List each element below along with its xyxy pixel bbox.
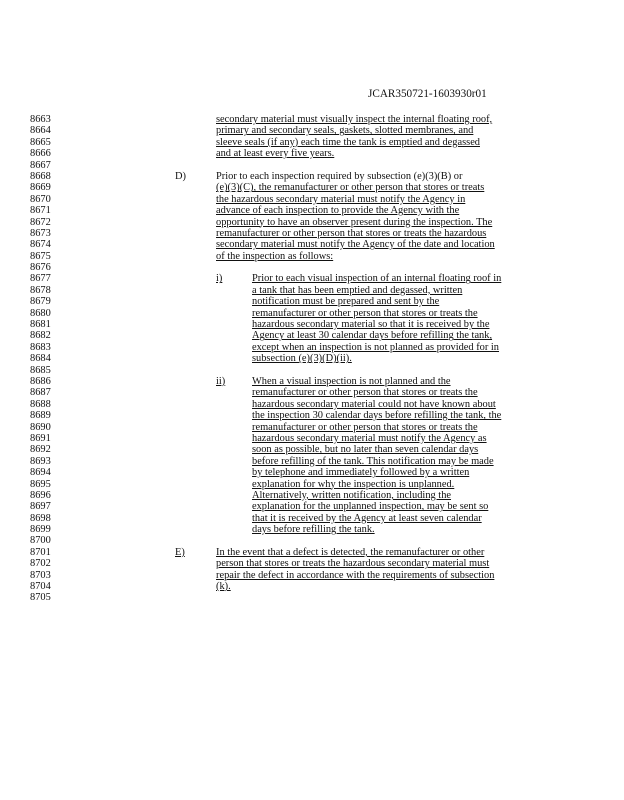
- text-span: Agency at least 30 calendar days before refilling the tank,: [252, 330, 493, 342]
- line-number: 8691: [30, 432, 51, 444]
- line-number: 8664: [30, 125, 51, 137]
- paragraph-e: [0, 547, 624, 558]
- text-line: [0, 296, 624, 307]
- line-number: 8694: [30, 467, 51, 479]
- line-number: 8702: [30, 558, 51, 570]
- paragraph-d-ii: [0, 376, 624, 387]
- text-span: a tank that has been emptied and degassed, written: [252, 284, 463, 296]
- text-span: remanufacturer or other person that stores or treats the hazardous: [216, 227, 487, 239]
- text-line: [0, 524, 624, 535]
- text-line: [0, 251, 624, 262]
- text-span: sleeve seals (if any) each time the tank is emptied and degassed: [216, 136, 480, 148]
- text-span: hazardous secondary material so that it is received by the: [252, 319, 490, 331]
- text-line: [0, 330, 624, 341]
- line-number: 8665: [30, 136, 51, 148]
- line-number: 8692: [30, 444, 51, 456]
- text-span: Prior to each inspection required by subsection (e)(3)(B) or: [216, 170, 463, 182]
- text-span: and at least every five years.: [216, 148, 335, 160]
- text-line: [0, 422, 624, 433]
- line-number: 8666: [30, 148, 51, 160]
- text-line: [0, 410, 624, 421]
- line-number: 8686: [30, 375, 51, 387]
- text-span: person that stores or treats the hazardous secondary material must: [216, 558, 490, 570]
- text-line: [0, 513, 624, 524]
- text-span: explanation for why the inspection is unplanned.: [252, 478, 455, 490]
- line-number: 8697: [30, 501, 51, 513]
- text-span: hazardous secondary material could not have known about: [252, 398, 496, 410]
- text-line: [0, 399, 624, 410]
- line-number: 8698: [30, 512, 51, 524]
- text-span: Prior to each visual inspection of an internal floating roof in: [252, 273, 502, 285]
- line-number: 8699: [30, 524, 51, 536]
- document-id: JCAR350721-1603930r01: [368, 88, 487, 100]
- text-line: [0, 479, 624, 490]
- line-number: 8667: [30, 159, 51, 171]
- line-number: 8681: [30, 319, 51, 331]
- text-line: [0, 501, 624, 512]
- text-span: When a visual inspection is not planned and the: [252, 375, 451, 387]
- line-number: 8696: [30, 489, 51, 501]
- text-span: remanufacturer or other person that stores or treats the: [252, 387, 478, 399]
- blank-line: [0, 535, 624, 546]
- text-span: except when an inspection is not planned as provided for in: [252, 341, 500, 353]
- line-number: 8663: [30, 114, 51, 125]
- text-line: [0, 342, 624, 353]
- text-line: [0, 285, 624, 296]
- text-line: [0, 456, 624, 467]
- text-line: [0, 228, 624, 239]
- line-number: 8705: [30, 592, 51, 604]
- text-span: that it is received by the Agency at least seven calendar: [252, 512, 482, 524]
- line-number: 8675: [30, 250, 51, 262]
- text-line: [0, 444, 624, 455]
- text-span: the hazardous secondary material must notify the Agency in: [216, 193, 466, 205]
- line-number: 8668: [30, 170, 51, 182]
- text-line: [0, 353, 624, 364]
- paragraph-d-label: D): [175, 170, 186, 182]
- text-span: hazardous secondary material must notify the Agency as: [252, 432, 487, 444]
- blank-line: [0, 262, 624, 273]
- line-number: 8690: [30, 421, 51, 433]
- text-span: by telephone and immediately followed by a written: [252, 467, 470, 479]
- text-span: explanation for the unplanned inspection, may be sent so: [252, 501, 489, 513]
- text-span: the inspection 30 calendar days before refilling the tank, the: [252, 410, 502, 422]
- line-number: 8679: [30, 296, 51, 308]
- text-span: secondary material must visually inspect the internal floating roof,: [216, 114, 493, 125]
- text-line: [0, 205, 624, 216]
- blank-line: [0, 365, 624, 376]
- text-line: [0, 114, 624, 125]
- line-number: 8678: [30, 284, 51, 296]
- paragraph-d-i-label: i): [216, 273, 223, 285]
- text-line: [0, 239, 624, 250]
- line-number: 8672: [30, 216, 51, 228]
- text-line: [0, 194, 624, 205]
- line-number: 8682: [30, 330, 51, 342]
- line-number: 8677: [30, 273, 51, 285]
- text-span: days before refilling the tank.: [252, 524, 375, 536]
- text-span: Alternatively, written notification, including the: [252, 489, 452, 501]
- line-number: 8670: [30, 193, 51, 205]
- text-span: primary and secondary seals, gaskets, slotted membranes, and: [216, 125, 474, 137]
- text-line: [0, 467, 624, 478]
- line-number: 8674: [30, 239, 51, 251]
- line-number: 8673: [30, 227, 51, 239]
- line-number: 8695: [30, 478, 51, 490]
- text-line: [0, 125, 624, 136]
- text-span: remanufacturer or other person that stores or treats the: [252, 307, 478, 319]
- text-span: before refilling of the tank. This notification may be made: [252, 455, 494, 467]
- text-span: (e)(3)(C), the remanufacturer or other person that stores or treats: [216, 182, 485, 194]
- line-number: 8703: [30, 569, 51, 581]
- text-line: [0, 137, 624, 148]
- line-number: 8676: [30, 262, 51, 274]
- line-number: 8683: [30, 341, 51, 353]
- text-line: [0, 581, 624, 592]
- text-line: [0, 319, 624, 330]
- text-span: opportunity to have an observer present during the inspection. The: [216, 216, 493, 228]
- paragraph-d: [0, 171, 624, 182]
- text-line: [0, 308, 624, 319]
- text-line: [0, 387, 624, 398]
- text-line: [0, 490, 624, 501]
- text-span: of the inspection as follows:: [216, 250, 334, 262]
- text-line: [0, 217, 624, 228]
- line-number: 8688: [30, 398, 51, 410]
- text-span: notification must be prepared and sent by the: [252, 296, 440, 308]
- text-span: soon as possible, but no later than seven calendar days: [252, 444, 479, 456]
- line-number: 8704: [30, 581, 51, 593]
- text-span: repair the defect in accordance with the requirements of subsection: [216, 569, 495, 581]
- text-span: remanufacturer or other person that stores or treats the: [252, 421, 478, 433]
- line-number: 8700: [30, 535, 51, 547]
- text-span: advance of each inspection to provide the Agency with the: [216, 205, 460, 217]
- text-line: [0, 148, 624, 159]
- text-line: [0, 570, 624, 581]
- text-span: subsection (e)(3)(D)(ii).: [252, 353, 352, 365]
- line-number: 8687: [30, 387, 51, 399]
- line-number: 8701: [30, 546, 51, 558]
- text-line: [0, 433, 624, 444]
- line-number: 8669: [30, 182, 51, 194]
- line-number: 8689: [30, 410, 51, 422]
- text-span: In the event that a defect is detected, the remanufacturer or other: [216, 546, 485, 558]
- text-span: (k).: [216, 581, 231, 593]
- document-body: [0, 114, 624, 592]
- paragraph-e-label: E): [175, 546, 185, 558]
- line-number: 8685: [30, 364, 51, 376]
- line-number: 8680: [30, 307, 51, 319]
- paragraph-d-ii-label: ii): [216, 375, 226, 387]
- text-line: [0, 182, 624, 193]
- line-number: 8684: [30, 353, 51, 365]
- paragraph-d-i: [0, 273, 624, 284]
- text-span: secondary material must notify the Agency of the date and location: [216, 239, 495, 251]
- blank-line: [0, 160, 624, 171]
- line-number: 8693: [30, 455, 51, 467]
- text-line: [0, 558, 624, 569]
- line-number: 8671: [30, 205, 51, 217]
